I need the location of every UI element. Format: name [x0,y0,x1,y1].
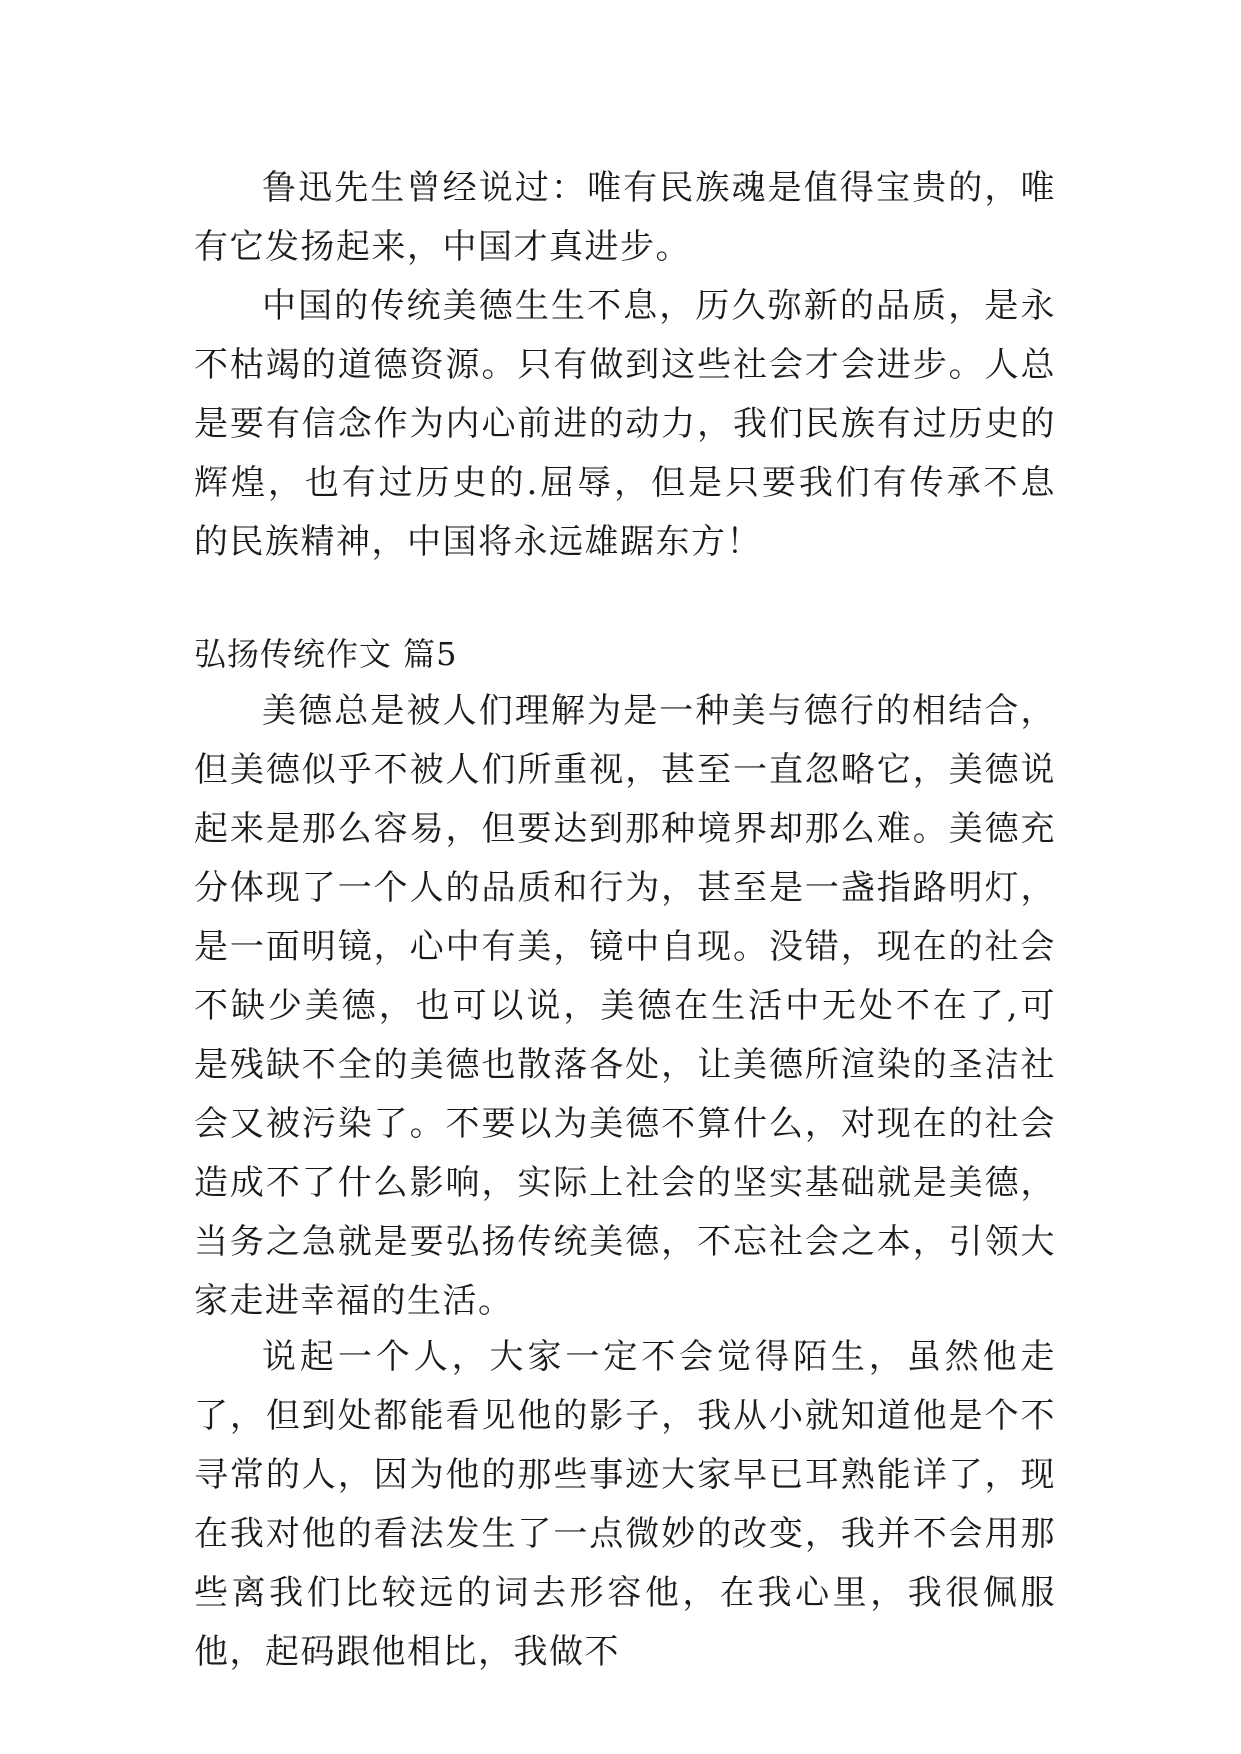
paragraph-person-story: 说起一个人，大家一定不会觉得陌生，虽然他走了，但到处都能看见他的影子，我从小就知道他是个不寻常的人，因为他的那些事迹大家早已耳熟能详了，现在我对他的看法发生了一点微妙的改变，我并不会用那些离我们比较远的词去形容他，在我心里，我很佩服他，起码跟他相比，我做不 [194,1337,1056,1672]
section-heading: 弘扬传统作文 篇5 [194,635,458,673]
paragraph-virtue-essay: 美德总是被人们理解为是一种美与德行的相结合，但美德似乎不被人们所重视，甚至一直忽略它，美德说起来是那么容易，但要达到那种境界却那么难。美德充分体现了一个人的品质和行为，甚至是一盏指路明灯，是一面明镜，心中有美，镜中自现。没错，现在的社会不缺少美德，也可以说，美德在生活中无处不在了,可是残缺不全的美德也散落各处，让美德所渲染的圣洁社会又被污染了。不要以为美德不算什么，对现在的社会造成不了什么影响，实际上社会的坚实基础就是美德，当务之急就是要弘扬传统美德，不忘社会之本，引领大家走进幸福的生活。 [194,691,1056,1321]
paragraph-lu-xun-quote: 鲁迅先生曾经说过：唯有民族魂是值得宝贵的，唯有它发扬起来，中国才真进步。 [194,168,1056,267]
paragraph-traditional-virtue: 中国的传统美德生生不息，历久弥新的品质，是永不枯竭的道德资源。只有做到这些社会才会进步。人总是要有信念作为内心前进的动力，我们民族有过历史的辉煌，也有过历史的.屈辱，但是只要我们有传承不息的民族精神，中国将永远雄踞东方！ [194,286,1056,562]
